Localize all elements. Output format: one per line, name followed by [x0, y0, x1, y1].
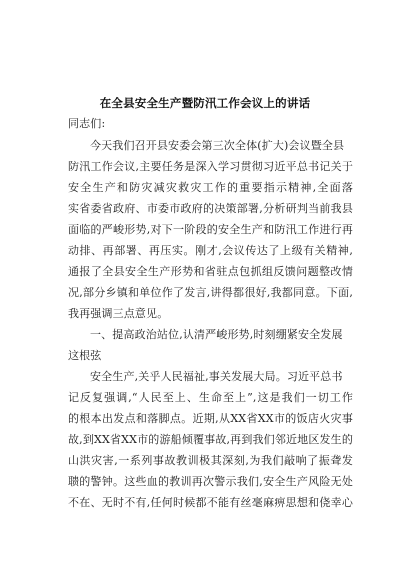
section-heading: 一、提高政治站位,认清严峻形势,时刻绷紧安全发展 [90, 328, 343, 341]
paragraph-line: 面临的严峻形势,对下一阶段的安全生产和防汛工作进行再 [68, 223, 353, 236]
paragraph-line: 的根本出发点和落脚点。近期,从XX省XX市的饭店火灾事 [68, 412, 353, 425]
paragraph-line: 通报了全县安全生产形势和省驻点包抓组反馈问题整改情 [68, 265, 353, 278]
paragraph-line: 不在、无时不有,任何时候都不能有丝毫麻痹思想和侥幸心 [68, 496, 353, 509]
paragraph-line: 记反复强调,“人民至上、生命至上”,这是我们一切工作 [68, 391, 353, 404]
speech-title: 在全县安全生产暨防汛工作会议上的讲话 [99, 96, 311, 110]
section-heading-continued: 这根弦 [68, 349, 102, 362]
paragraph-line: 实省委省政府、市委市政府的决策部署,分析研判当前我县 [68, 202, 353, 215]
paragraph-line: 我再强调三点意见。 [68, 307, 169, 320]
paragraph-line: 安全生产,关乎人民福祉,事关发展大局。习近平总书 [90, 370, 343, 383]
paragraph-line: 故,到XX省XX市的游船倾覆事故,再到我们邻近地区发生的 [68, 433, 353, 446]
paragraph-line: 动排、再部署、再压实。刚才,会议传达了上级有关精神, [68, 244, 353, 257]
paragraph-line: 今天我们召开县安委会第三次全体(扩大)会议暨全县 [90, 139, 345, 152]
salutation: 同志们: [68, 117, 106, 130]
paragraph-line: 聩的警钟。这些血的教训再次警示我们,安全生产风险无处 [68, 475, 353, 488]
paragraph-line: 山洪灾害,一系列事故教训极其深刻,为我们敲响了振聋发 [68, 454, 353, 467]
paragraph-line: 防汛工作会议,主要任务是深入学习贯彻习近平总书记关于 [68, 160, 353, 173]
paragraph-line: 安全生产和防灾减灾救灾工作的重要指示精神,全面落 [68, 181, 353, 194]
paragraph-line: 况,部分乡镇和单位作了发言,讲得都很好,我都同意。下面, [68, 286, 353, 299]
